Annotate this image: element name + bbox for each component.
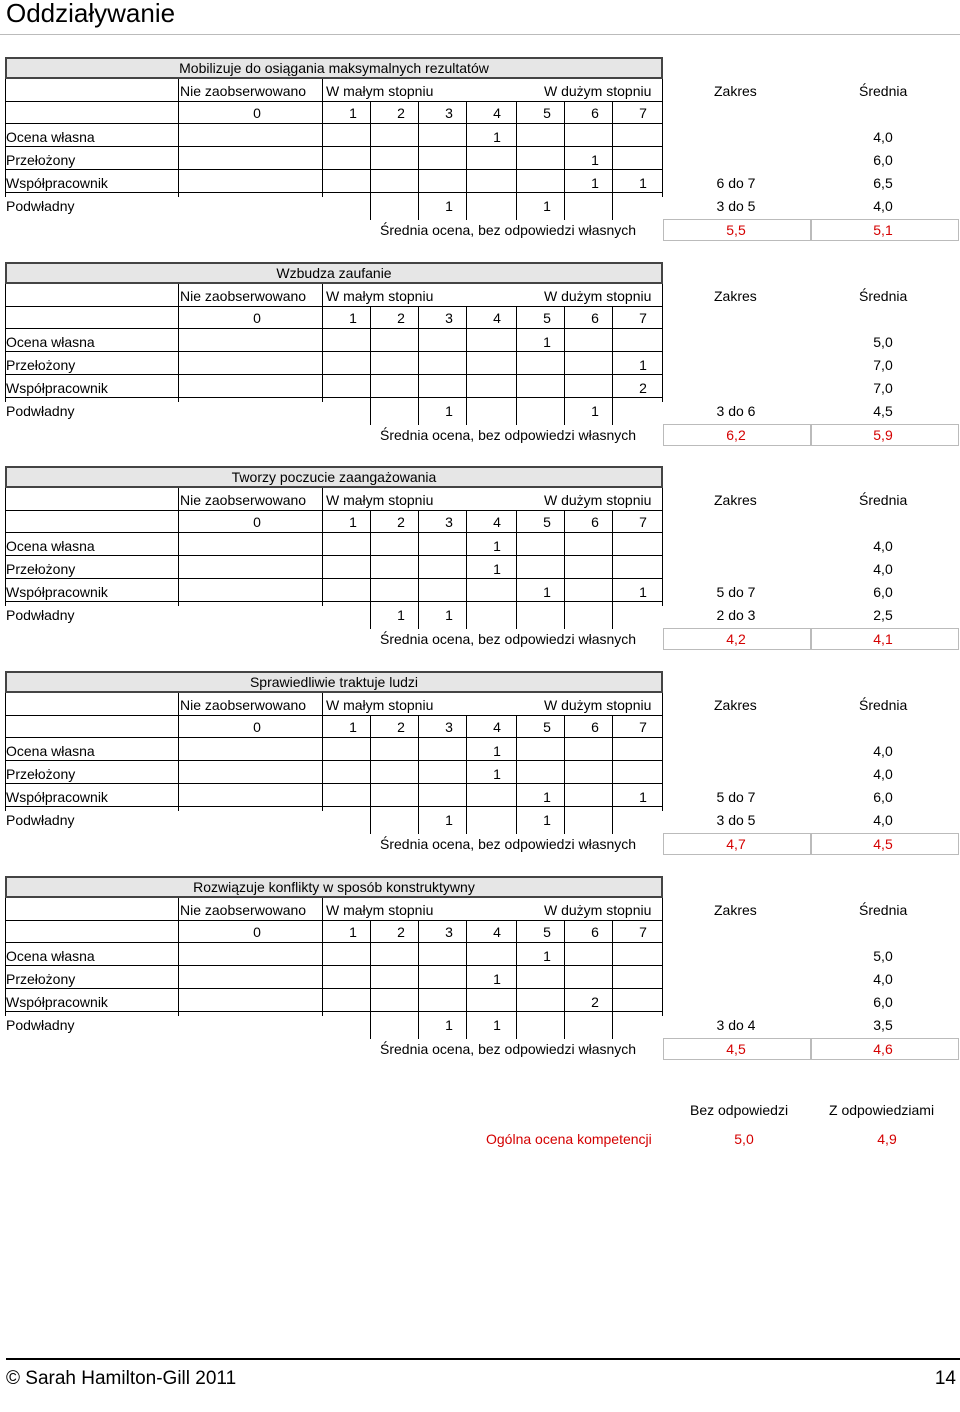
row-average: 4,0	[873, 538, 893, 554]
row-range: 3 do 5	[716, 812, 756, 828]
header-large-degree: W dużym stopniu	[544, 83, 652, 99]
table-row	[0, 809, 960, 832]
row-average: 4,0	[873, 971, 893, 987]
score-cell: 1	[543, 334, 551, 350]
table-row	[0, 945, 960, 968]
section-title-text: Tworzy poczucie zaangażowania	[231, 469, 437, 485]
summary-average-value: 4,5	[873, 836, 893, 852]
row-label: Ocena własna	[6, 948, 95, 964]
header-range: Zakres	[714, 288, 757, 304]
scale-2: 2	[397, 719, 405, 735]
row-label: Przełożony	[6, 766, 76, 782]
score-cell: 1	[445, 1017, 453, 1033]
footer-copyright: © Sarah Hamilton-Gill 2011	[6, 1368, 237, 1389]
grid-line	[5, 942, 662, 943]
scale-7: 7	[639, 719, 647, 735]
score-cell: 1	[591, 403, 599, 419]
page-title: Oddziaływanie	[6, 0, 176, 28]
row-average: 6,0	[873, 584, 893, 600]
summary-range-value: 4,2	[726, 631, 746, 647]
score-cell: 1	[639, 584, 647, 600]
scale-6: 6	[591, 924, 599, 940]
row-average: 4,0	[873, 561, 893, 577]
header-small-degree: W małym stopniu	[326, 492, 434, 508]
summary-label: Średnia ocena, bez odpowiedzi własnych	[380, 222, 637, 238]
grid-line	[5, 920, 662, 921]
section-title-text: Rozwiązuje konflikty w sposób konstruktywny	[193, 879, 475, 895]
score-cell: 2	[591, 994, 599, 1010]
overall-label: Ogólna ocena kompetencji	[486, 1131, 652, 1147]
table-row	[0, 331, 960, 354]
table-row	[0, 1014, 960, 1037]
summary-range-value: 4,5	[726, 1041, 746, 1057]
scale-2: 2	[397, 514, 405, 530]
table-row	[0, 763, 960, 786]
scale-1: 1	[349, 924, 357, 940]
score-cell: 1	[445, 403, 453, 419]
table-row	[0, 786, 960, 809]
scale-1: 1	[349, 719, 357, 735]
row-average: 4,0	[873, 198, 893, 214]
row-average: 4,0	[873, 129, 893, 145]
title-divider	[0, 34, 960, 35]
row-range: 3 do 5	[716, 198, 756, 214]
score-cell: 1	[445, 607, 453, 623]
table-row	[0, 400, 960, 423]
grid-line	[5, 510, 662, 511]
score-cell: 1	[639, 789, 647, 805]
section-3	[0, 466, 960, 656]
table-row	[0, 354, 960, 377]
scale-7: 7	[639, 924, 647, 940]
row-average: 7,0	[873, 357, 893, 373]
row-average: 6,0	[873, 152, 893, 168]
scale-4: 4	[493, 514, 501, 530]
scale-3: 3	[445, 719, 453, 735]
row-range: 3 do 4	[716, 1017, 756, 1033]
scale-6: 6	[591, 310, 599, 326]
grid-line	[5, 123, 662, 124]
row-average: 4,0	[873, 743, 893, 759]
scale-5: 5	[543, 105, 551, 121]
table-row	[0, 558, 960, 581]
scale-5: 5	[543, 310, 551, 326]
header-average: Średnia	[859, 902, 908, 918]
scale-4: 4	[493, 719, 501, 735]
summary-range-value: 5,5	[726, 222, 746, 238]
table-row	[0, 581, 960, 604]
table-row	[0, 149, 960, 172]
header-large-degree: W dużym stopniu	[544, 902, 652, 918]
header-not-observed: Nie zaobserwowano	[180, 83, 307, 99]
row-average: 6,5	[873, 175, 893, 191]
footer-divider	[6, 1358, 960, 1360]
section-title	[5, 262, 663, 284]
row-range: 5 do 7	[716, 789, 756, 805]
header-average: Średnia	[859, 697, 908, 713]
section-1	[0, 57, 960, 247]
summary-average-value: 5,1	[873, 222, 893, 238]
score-cell: 1	[445, 198, 453, 214]
table-row	[0, 991, 960, 1014]
header-small-degree: W małym stopniu	[326, 697, 434, 713]
score-cell: 1	[493, 971, 501, 987]
row-label: Podwładny	[6, 198, 75, 214]
score-cell: 1	[591, 152, 599, 168]
score-cell: 1	[543, 584, 551, 600]
scale-4: 4	[493, 924, 501, 940]
row-label: Podwładny	[6, 607, 75, 623]
row-label: Współpracownik	[6, 584, 108, 600]
scale-0: 0	[253, 105, 261, 121]
row-average: 6,0	[873, 994, 893, 1010]
table-row	[0, 195, 960, 218]
row-average: 6,0	[873, 789, 893, 805]
scale-0: 0	[253, 924, 261, 940]
scale-1: 1	[349, 514, 357, 530]
section-2	[0, 262, 960, 452]
grid-line	[5, 737, 662, 738]
scale-1: 1	[349, 310, 357, 326]
header-small-degree: W małym stopniu	[326, 288, 434, 304]
scale-6: 6	[591, 719, 599, 735]
scale-1: 1	[349, 105, 357, 121]
summary-average-value: 5,9	[873, 427, 893, 443]
header-not-observed: Nie zaobserwowano	[180, 288, 307, 304]
row-average: 5,0	[873, 334, 893, 350]
overall-without-value: 5,0	[734, 1131, 754, 1147]
scale-2: 2	[397, 310, 405, 326]
header-range: Zakres	[714, 697, 757, 713]
section-4	[0, 671, 960, 861]
overall-col-with: Z odpowiedziami	[829, 1102, 935, 1118]
row-label: Podwładny	[6, 1017, 75, 1033]
scale-3: 3	[445, 310, 453, 326]
row-label: Współpracownik	[6, 789, 108, 805]
grid-line	[5, 532, 662, 533]
header-average: Średnia	[859, 492, 908, 508]
score-cell: 2	[639, 380, 647, 396]
score-cell: 1	[543, 789, 551, 805]
row-average: 2,5	[873, 607, 893, 623]
summary-label: Średnia ocena, bez odpowiedzi własnych	[380, 427, 637, 443]
scale-6: 6	[591, 105, 599, 121]
summary-average-value: 4,1	[873, 631, 893, 647]
section-title	[5, 876, 663, 898]
scale-5: 5	[543, 719, 551, 735]
table-row	[0, 126, 960, 149]
header-range: Zakres	[714, 83, 757, 99]
scale-6: 6	[591, 514, 599, 530]
score-cell: 1	[543, 812, 551, 828]
row-label: Przełożony	[6, 971, 76, 987]
summary-label: Średnia ocena, bez odpowiedzi własnych	[380, 1041, 637, 1057]
page-number: 14	[934, 1368, 956, 1389]
overall-col-without: Bez odpowiedzi	[690, 1102, 789, 1118]
row-range: 3 do 6	[716, 403, 756, 419]
header-average: Średnia	[859, 83, 908, 99]
row-label: Współpracownik	[6, 175, 108, 191]
header-not-observed: Nie zaobserwowano	[180, 902, 307, 918]
table-row	[0, 968, 960, 991]
row-label: Ocena własna	[6, 538, 95, 554]
row-range: 6 do 7	[716, 175, 756, 191]
score-cell: 1	[493, 538, 501, 554]
overall-with-value: 4,9	[877, 1131, 897, 1147]
grid-line	[5, 715, 662, 716]
row-range: 5 do 7	[716, 584, 756, 600]
row-label: Przełożony	[6, 561, 76, 577]
summary-average-value: 4,6	[873, 1041, 893, 1057]
scale-4: 4	[493, 105, 501, 121]
section-title-text: Sprawiedliwie traktuje ludzi	[249, 674, 419, 690]
row-average: 4,0	[873, 766, 893, 782]
header-range: Zakres	[714, 902, 757, 918]
table-row	[0, 377, 960, 400]
score-cell: 1	[493, 561, 501, 577]
row-average: 5,0	[873, 948, 893, 964]
row-average: 4,5	[873, 403, 893, 419]
table-row	[0, 535, 960, 558]
header-not-observed: Nie zaobserwowano	[180, 697, 307, 713]
scale-0: 0	[253, 514, 261, 530]
header-average: Średnia	[859, 288, 908, 304]
summary-range-value: 4,7	[726, 836, 746, 852]
grid-line	[5, 306, 662, 307]
table-row	[0, 604, 960, 627]
scale-5: 5	[543, 924, 551, 940]
header-small-degree: W małym stopniu	[326, 83, 434, 99]
header-range: Zakres	[714, 492, 757, 508]
row-average: 3,5	[873, 1017, 893, 1033]
score-cell: 1	[639, 175, 647, 191]
header-small-degree: W małym stopniu	[326, 902, 434, 918]
row-average: 7,0	[873, 380, 893, 396]
summary-range-value: 6,2	[726, 427, 746, 443]
score-cell: 1	[639, 357, 647, 373]
row-label: Podwładny	[6, 403, 75, 419]
score-cell: 1	[591, 175, 599, 191]
row-label: Ocena własna	[6, 334, 95, 350]
row-label: Podwładny	[6, 812, 75, 828]
section-title-text: Mobilizuje do osiągania maksymalnych rezultatów	[179, 60, 489, 76]
scale-7: 7	[639, 514, 647, 530]
header-large-degree: W dużym stopniu	[544, 492, 652, 508]
header-large-degree: W dużym stopniu	[544, 697, 652, 713]
scale-5: 5	[543, 514, 551, 530]
score-cell: 1	[543, 198, 551, 214]
row-label: Współpracownik	[6, 994, 108, 1010]
score-cell: 1	[397, 607, 405, 623]
scale-3: 3	[445, 924, 453, 940]
row-average: 4,0	[873, 812, 893, 828]
row-label: Przełożony	[6, 152, 76, 168]
row-label: Ocena własna	[6, 743, 95, 759]
row-label: Ocena własna	[6, 129, 95, 145]
score-cell: 1	[493, 1017, 501, 1033]
score-cell: 1	[493, 129, 501, 145]
scale-7: 7	[639, 310, 647, 326]
section-title	[5, 57, 663, 79]
scale-3: 3	[445, 105, 453, 121]
scale-7: 7	[639, 105, 647, 121]
scale-2: 2	[397, 105, 405, 121]
scale-2: 2	[397, 924, 405, 940]
row-label: Współpracownik	[6, 380, 108, 396]
scale-3: 3	[445, 514, 453, 530]
scale-0: 0	[253, 310, 261, 326]
header-not-observed: Nie zaobserwowano	[180, 492, 307, 508]
row-label: Przełożony	[6, 357, 76, 373]
scale-0: 0	[253, 719, 261, 735]
score-cell: 1	[445, 812, 453, 828]
score-cell: 1	[493, 766, 501, 782]
header-large-degree: W dużym stopniu	[544, 288, 652, 304]
table-row	[0, 172, 960, 195]
section-title-text: Wzbudza zaufanie	[276, 265, 392, 281]
table-row	[0, 740, 960, 763]
score-cell: 1	[493, 743, 501, 759]
section-title	[5, 671, 663, 693]
section-5	[0, 876, 960, 1066]
summary-label: Średnia ocena, bez odpowiedzi własnych	[380, 631, 637, 647]
grid-line	[5, 101, 662, 102]
section-title	[5, 466, 663, 488]
scale-4: 4	[493, 310, 501, 326]
score-cell: 1	[543, 948, 551, 964]
grid-line	[5, 328, 662, 329]
summary-label: Średnia ocena, bez odpowiedzi własnych	[380, 836, 637, 852]
row-range: 2 do 3	[716, 607, 756, 623]
